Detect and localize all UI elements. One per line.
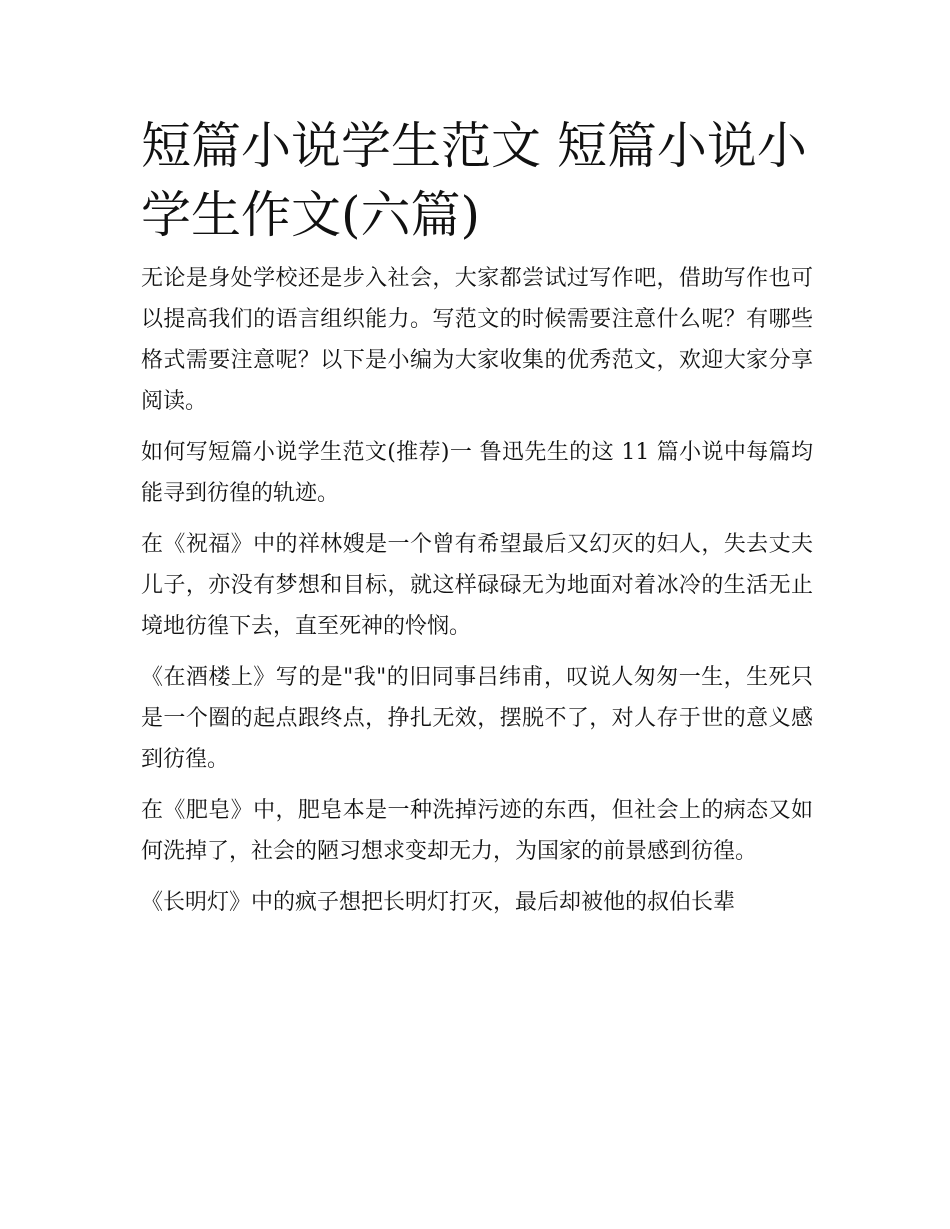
document-title: 短篇小说学生范文 短篇小说小学生作文(六篇): [141, 117, 807, 244]
intro-paragraph: 无论是身处学校还是步入社会，大家都尝试过写作吧，借助写作也可以提高我们的语言组织能力。写范文的时候需要注意什么呢？有哪些格式需要注意呢？以下是小编为大家收集的优秀范文，欢迎大家分享阅读。: [141, 266, 813, 414]
document-body: [141, 112, 813, 933]
body-paragraph-changmingdeng: 《长明灯》中的疯子想把长明灯打灭，最后却被他的叔伯长辈: [141, 890, 736, 915]
body-paragraph-feizao: 在《肥皂》中，肥皂本是一种洗掉污迹的东西，但社会上的病态又如何洗掉了，社会的陋习想求变却无力，为国家的前景感到彷徨。: [141, 798, 813, 864]
body-paragraph-jiulou: 《在酒楼上》写的是"我"的旧同事吕纬甫，叹说人匆匆一生，生死只是一个圈的起点跟终点，挣扎无效，摆脱不了，对人存于世的意义感到彷徨。: [141, 665, 813, 772]
essay-heading-paragraph: 如何写短篇小说学生范文(推荐)一 鲁迅先生的这 11 篇小说中每篇均能寻到彷徨的轨迹。: [141, 440, 813, 506]
body-paragraph-zhufu: 在《祝福》中的祥林嫂是一个曾有希望最后又幻灭的妇人，失去丈夫儿子，亦没有梦想和目标，就这样碌碌无为地面对着冰冷的生活无止境地彷徨下去，直至死神的怜悯。: [141, 532, 813, 639]
